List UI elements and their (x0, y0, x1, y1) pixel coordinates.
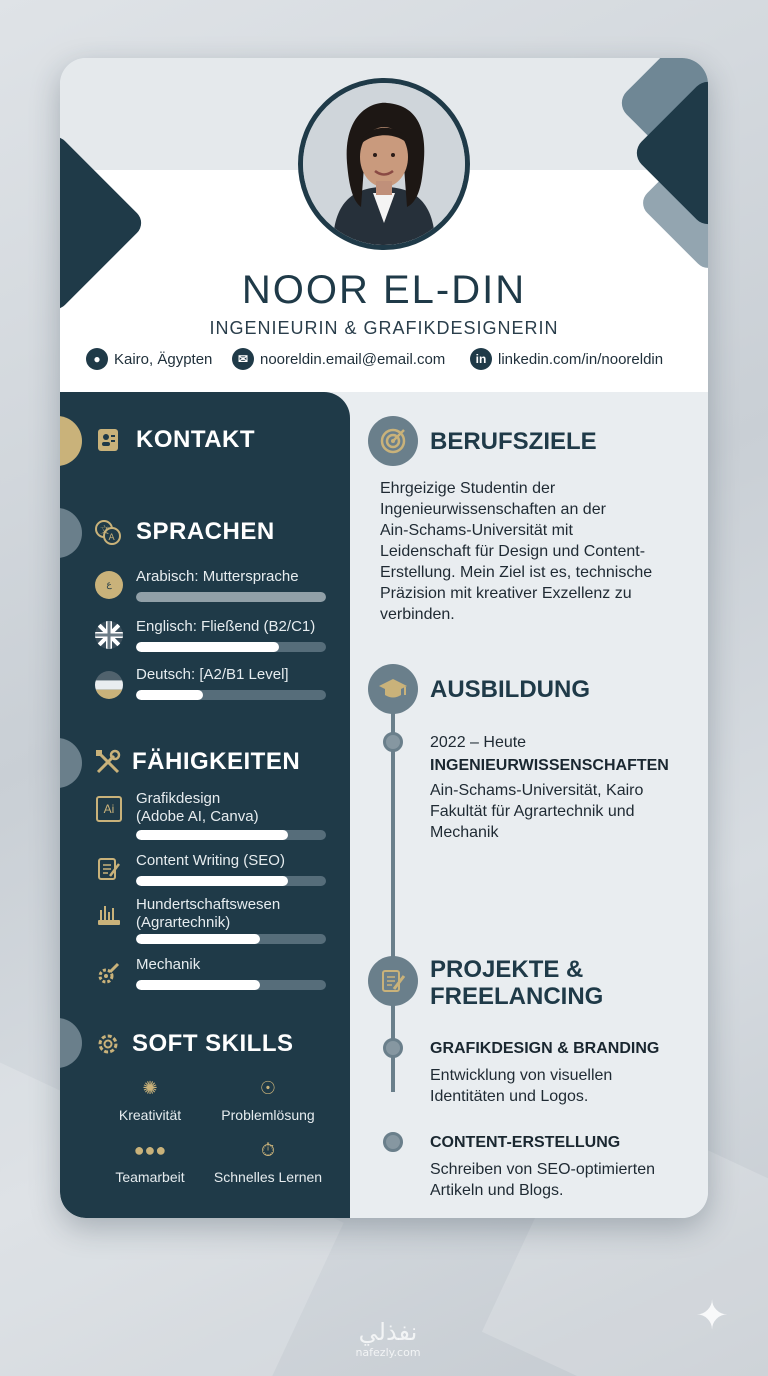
berufsziele-text (380, 478, 690, 625)
linkedin-item[interactable] (470, 348, 663, 370)
sidebar (60, 392, 350, 1218)
skill-label-line: Grafikdesign (136, 790, 221, 807)
softskill-schnelles-lernen (206, 1140, 330, 1185)
section-tab (60, 416, 82, 466)
profile-photo (298, 78, 470, 250)
uk-flag-icon (94, 620, 124, 650)
contact-card-icon (94, 426, 122, 454)
main-column (352, 392, 708, 1218)
watermark-arabic: نفذلي (358, 1318, 418, 1346)
skill-bar-grafikdesign (136, 830, 326, 840)
text-line: Erstellung. Mein Ziel ist es, technische (380, 564, 653, 581)
project-description: Entwicklung von visuellen (430, 1067, 613, 1084)
ausbildung-title: AUSBILDUNG (430, 676, 590, 703)
language-bar-fill (136, 642, 279, 652)
skill-label-line: (Adobe AI, Canva) (136, 808, 259, 825)
text-line: verbinden. (380, 606, 455, 623)
project-title: GRAFIKDESIGN & BRANDING (430, 1040, 660, 1057)
language-bar-german (136, 690, 326, 700)
language-bar-arabic (136, 592, 326, 602)
softskills-title: SOFT SKILLS (132, 1030, 294, 1057)
timeline-line (391, 712, 395, 1092)
language-label-english: Englisch: Fließend (B2/C1) (136, 618, 316, 635)
target-icon (368, 416, 418, 466)
text-line: Ain-Schams-Universität mit (380, 522, 573, 539)
softskill-label: Kreativität (118, 1107, 182, 1123)
svg-text:文: 文 (100, 526, 110, 536)
timeline-dot (383, 1038, 403, 1058)
location-text: Kairo, Ägypten (114, 350, 213, 368)
kontakt-title: KONTAKT (136, 426, 256, 453)
tools-icon (94, 748, 122, 776)
gear-icon (94, 1030, 122, 1058)
graduation-cap-icon (368, 664, 418, 714)
gears-wrench-icon (94, 958, 124, 988)
section-tab (60, 1018, 82, 1068)
arabic-language-icon: ع (94, 570, 124, 600)
location-item (86, 348, 212, 370)
skill-bar-fill (136, 876, 288, 886)
language-bar-english (136, 642, 326, 652)
project-entry (430, 1132, 700, 1201)
softskill-label: Schnelles Lernen (213, 1169, 323, 1185)
person-name: NOOR EL-DIN (241, 268, 527, 312)
linkedin-icon: in (470, 348, 492, 370)
project-description: Schreiben von SEO-optimierten (430, 1161, 655, 1178)
education-period: 2022 – Heute (430, 734, 527, 751)
skill-label-grafikdesign (136, 790, 259, 826)
language-bar-fill (136, 690, 203, 700)
svg-text:A: A (108, 533, 115, 543)
education-faculty: Fakultät für Agrartechnik und (430, 803, 635, 820)
german-flag-icon (94, 670, 124, 700)
faehigkeiten-title: FÄHIGKEITEN (132, 748, 301, 775)
email-text[interactable]: nooreldin.email@email.com (260, 350, 446, 368)
resume-card (60, 58, 708, 1218)
section-tab (60, 508, 82, 558)
timeline-dot (383, 732, 403, 752)
timeline-dot (383, 1132, 403, 1152)
skill-label-line: Hundertschaftswesen (136, 896, 281, 913)
contact-row (86, 348, 686, 374)
sprachen-title: SPRACHEN (136, 518, 275, 545)
skill-bar-fill (136, 830, 288, 840)
linkedin-text[interactable]: linkedin.com/in/nooreldin (498, 350, 664, 368)
email-item[interactable] (232, 348, 445, 370)
project-description: Artikeln und Blogs. (430, 1182, 564, 1199)
skill-bar-mechanik (136, 980, 326, 990)
softskill-teamarbeit (100, 1140, 200, 1185)
brain-icon: ☉ (259, 1078, 277, 1098)
watermark-latin: nafezly.com (355, 1346, 421, 1359)
email-icon: ✉ (232, 348, 254, 370)
skill-bar-content-writing (136, 876, 326, 886)
lightbulb-icon: ✺ (142, 1078, 158, 1098)
agriculture-icon (94, 900, 124, 930)
text-line: Ingenieurwissenschaften an der (380, 501, 606, 518)
education-degree: INGENIEURWISSENSCHAFTEN (430, 757, 669, 774)
document-pencil-icon (368, 956, 418, 1006)
text-line: Präzision mit kreativer Exzellenz zu (380, 585, 632, 602)
softskill-problemloesung (208, 1078, 328, 1123)
skill-label-line: (Agrartechnik) (136, 914, 231, 931)
job-title: INGENIEURIN & GRAFIKDESIGNERIN (209, 318, 559, 338)
location-pin-icon: ● (86, 348, 108, 370)
project-title: CONTENT-ERSTELLUNG (430, 1134, 621, 1151)
text-line: Ehrgeizige Studentin der (380, 480, 556, 497)
skill-bar-fill (136, 934, 260, 944)
education-school: Ain-Schams-Universität, Kairo (430, 782, 644, 799)
softskill-label: Problemlösung (221, 1107, 315, 1123)
project-entry (430, 1038, 700, 1107)
title-line: PROJEKTE & (430, 956, 584, 983)
sparkle-icon: ✦ (695, 1293, 729, 1339)
skill-label-content-writing: Content Writing (SEO) (136, 852, 285, 869)
team-icon: ●●● (133, 1140, 167, 1160)
skill-bar-agrartechnik (136, 934, 326, 944)
education-faculty: Mechanik (430, 824, 499, 841)
skill-label-agrartechnik (136, 896, 280, 932)
skill-label-mechanik: Mechanik (136, 956, 201, 973)
skill-bar-fill (136, 980, 260, 990)
project-description: Identitäten und Logos. (430, 1088, 589, 1105)
stopwatch-icon: ⏱ (260, 1140, 276, 1160)
berufsziele-title: BERUFSZIELE (430, 428, 597, 455)
watermark (338, 1318, 438, 1359)
adobe-illustrator-icon: Ai (94, 794, 124, 824)
language-label-arabic: Arabisch: Muttersprache (136, 568, 299, 585)
softskill-kreativitaet (100, 1078, 200, 1123)
document-edit-icon (94, 854, 124, 884)
language-bar-fill (136, 592, 326, 602)
section-tab (60, 738, 82, 788)
softskill-label: Teamarbeit (115, 1169, 185, 1185)
title-line: FREELANCING (430, 983, 604, 1010)
projekte-title (430, 956, 603, 1010)
translate-icon (94, 518, 122, 546)
language-label-german: Deutsch: [A2/B1 Level] (136, 666, 289, 683)
education-entry (430, 732, 700, 843)
text-line: Leidenschaft für Design und Content- (380, 543, 646, 560)
